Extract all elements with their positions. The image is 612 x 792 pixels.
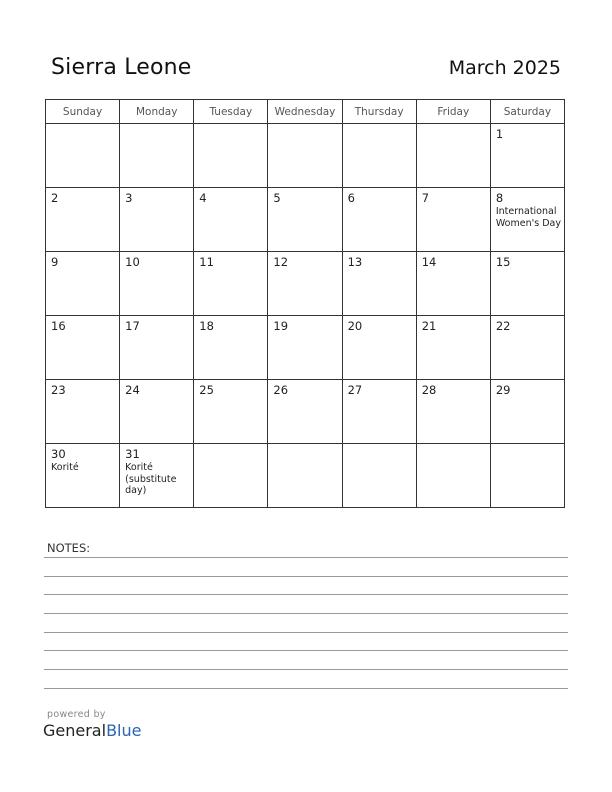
day-cell [416, 188, 490, 252]
day-number: 19 [273, 319, 289, 333]
day-number: 15 [495, 255, 511, 269]
day-number: 4 [199, 191, 207, 205]
day-cell [416, 380, 490, 444]
holiday-label: Korité (substitute day) [125, 462, 177, 496]
day-cell [120, 316, 194, 380]
day-cell [268, 316, 342, 380]
weekday-sunday: Sunday [46, 100, 120, 124]
day-number: 9 [51, 255, 59, 269]
empty-day-cell [194, 444, 268, 508]
day-cell [416, 252, 490, 316]
empty-day-cell [268, 124, 342, 188]
calendar-grid [45, 99, 565, 508]
empty-day-cell [342, 444, 416, 508]
calendar-country-title: Sierra Leone [51, 55, 192, 80]
generalblue-logo[interactable] [43, 721, 141, 740]
day-number: 3 [125, 191, 133, 205]
weekday-saturday: Saturday [490, 100, 564, 124]
note-line [44, 613, 568, 614]
logo-general-text: General [43, 721, 107, 740]
day-number: 29 [495, 383, 511, 397]
day-number: 18 [199, 319, 214, 333]
day-cell [268, 380, 342, 444]
day-number: 23 [51, 383, 66, 397]
day-number: 8 [495, 191, 504, 205]
empty-day-cell [490, 444, 564, 508]
day-number: 30 [51, 447, 66, 461]
day-cell [120, 444, 194, 508]
day-number: 12 [273, 255, 289, 269]
day-number: 17 [125, 319, 140, 333]
empty-day-cell [342, 124, 416, 188]
weekday-wednesday: Wednesday [268, 100, 342, 124]
day-number: 31 [125, 447, 140, 461]
calendar-month-title: March 2025 [448, 57, 561, 79]
day-number: 13 [347, 255, 363, 269]
day-number: 16 [51, 319, 66, 333]
day-number: 20 [347, 319, 363, 333]
empty-day-cell [416, 124, 490, 188]
day-number: 26 [273, 383, 289, 397]
day-cell [268, 188, 342, 252]
day-number: 5 [273, 191, 281, 205]
note-line [44, 669, 568, 670]
holiday-label: Korité [51, 462, 79, 473]
day-cell [46, 444, 120, 508]
note-line [44, 594, 568, 595]
day-cell [120, 252, 194, 316]
day-number: 21 [421, 319, 437, 333]
weekday-tuesday: Tuesday [194, 100, 268, 124]
day-cell [194, 316, 268, 380]
day-number: 14 [421, 255, 437, 269]
powered-by-text: powered by [47, 709, 106, 720]
day-cell [342, 316, 416, 380]
empty-day-cell [46, 124, 120, 188]
day-cell [194, 252, 268, 316]
day-number: 11 [199, 255, 214, 269]
day-cell [416, 316, 490, 380]
day-number: 10 [125, 255, 140, 269]
day-number: 1 [495, 127, 504, 141]
day-cell [120, 380, 194, 444]
day-cell [490, 316, 564, 380]
weekday-header-row [46, 100, 565, 124]
note-line [44, 650, 568, 651]
week-row [46, 252, 565, 316]
day-cell [490, 380, 564, 444]
day-cell [490, 124, 564, 188]
empty-day-cell [268, 444, 342, 508]
day-number: 6 [347, 191, 355, 205]
day-cell [194, 380, 268, 444]
day-cell [120, 188, 194, 252]
day-number: 27 [347, 383, 363, 397]
day-cell [268, 252, 342, 316]
day-number: 2 [51, 191, 59, 205]
week-row [46, 124, 565, 188]
day-cell [342, 188, 416, 252]
week-row [46, 444, 565, 508]
note-line [44, 688, 568, 689]
day-cell [46, 380, 120, 444]
day-cell [490, 252, 564, 316]
day-number: 22 [495, 319, 511, 333]
day-cell [46, 188, 120, 252]
holiday-label: International Women's Day [495, 206, 561, 229]
weekday-friday: Friday [416, 100, 490, 124]
week-row [46, 188, 565, 252]
day-number: 7 [421, 191, 430, 205]
empty-day-cell [416, 444, 490, 508]
empty-day-cell [120, 124, 194, 188]
logo-blue-text: Blue [106, 721, 142, 740]
day-cell [46, 252, 120, 316]
notes-label: NOTES: [47, 541, 91, 555]
week-row [46, 316, 565, 380]
week-row [46, 380, 565, 444]
day-cell [342, 252, 416, 316]
note-line [44, 557, 568, 558]
weekday-thursday: Thursday [342, 100, 416, 124]
day-number: 24 [125, 383, 140, 397]
day-cell [194, 188, 268, 252]
day-cell [490, 188, 564, 252]
day-cell [46, 316, 120, 380]
empty-day-cell [194, 124, 268, 188]
note-line [44, 576, 568, 577]
weekday-monday: Monday [120, 100, 194, 124]
day-cell [342, 380, 416, 444]
note-line [44, 632, 568, 633]
day-number: 28 [421, 383, 437, 397]
day-number: 25 [199, 383, 214, 397]
